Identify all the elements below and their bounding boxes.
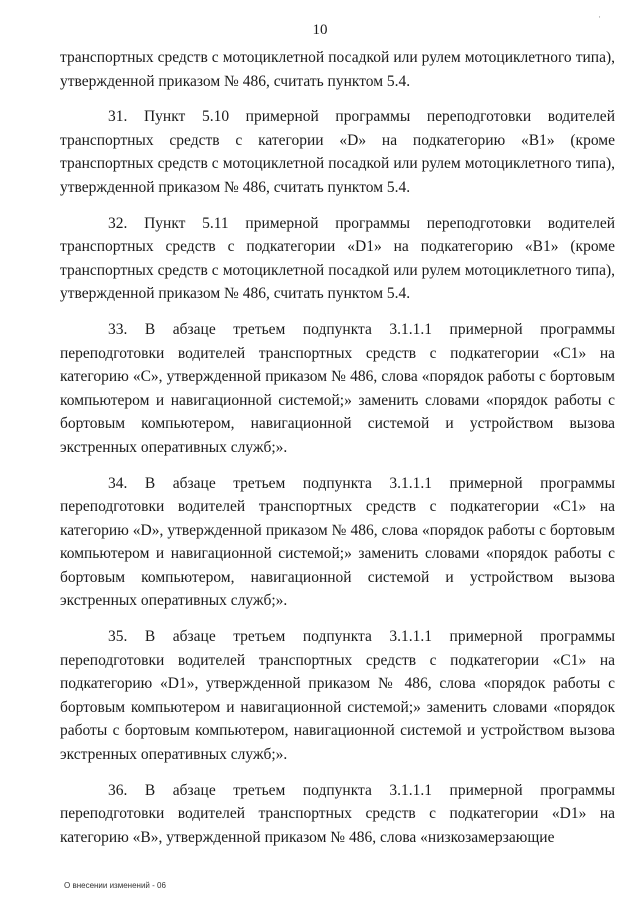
- document-footer: О внесении изменений - 06: [64, 881, 166, 890]
- paragraph-item-31: 31. Пункт 5.10 примерной программы переподготовки водителей транспортных средств с категории «D» на подкатегорию «B1» (кроме транспортных средств с мотоциклетной посадкой или рулем мотоциклетного типа), утвержденной приказом № 486, считать пунктом 5.4.: [60, 108, 615, 196]
- scan-mark: ·: [598, 12, 601, 22]
- paragraph-item-36: 36. В абзаце третьем подпункта 3.1.1.1 примерной программы переподготовки водителей транспортных средств с подкатегории «D1» на категорию «B», утвержденной приказом № 486, слова «низкозамерзающие: [60, 781, 615, 846]
- page-number: 10: [312, 22, 328, 38]
- paragraph-item-34: 34. В абзаце третьем подпункта 3.1.1.1 примерной программы переподготовки водителей транспортных средств с подкатегории «C1» на категорию «D», утвержденной приказом № 486, слова «порядок работы с бортовым компьютером и навигационной системой;» заменить словами «порядок работы с бортовым компьютером, навигационной системой и устройством вызова экстренных оперативных служб;».: [60, 474, 615, 610]
- paragraph-item-33: 33. В абзаце третьем подпункта 3.1.1.1 примерной программы переподготовки водителей транспортных средств с подкатегории «C1» на категорию «C», утвержденной приказом № 486, слова «порядок работы с бортовым компьютером и навигационной системой;» заменить словами «порядок работы с бортовым компьютером, навигационной системой и устройством вызова экстренных оперативных служб;».: [60, 320, 615, 456]
- paragraph-item-32: 32. Пункт 5.11 примерной программы переподготовки водителей транспортных средств с подкатегории «D1» на подкатегорию «B1» (кроме транспортных средств с мотоциклетной посадкой или рулем мотоциклетного типа), утвержденной приказом № 486, считать пунктом 5.4.: [60, 214, 615, 303]
- paragraph-item-35: 35. В абзаце третьем подпункта 3.1.1.1 примерной программы переподготовки водителей транспортных средств с подкатегории «C1» на подкатегорию «D1», утвержденной приказом № 486, слова «порядок работы с бортовым компьютером и навигационной системой;» заменить словами «порядок работы с бортовым компьютером, навигационной системой и устройством вызова экстренных оперативных служб;».: [60, 628, 615, 764]
- paragraph-continued: транспортных средств с мотоциклетной посадкой или рулем мотоциклетного типа), утвержденной приказом № 486, считать пунктом 5.4.: [60, 49, 615, 90]
- document-body: [60, 46, 615, 849]
